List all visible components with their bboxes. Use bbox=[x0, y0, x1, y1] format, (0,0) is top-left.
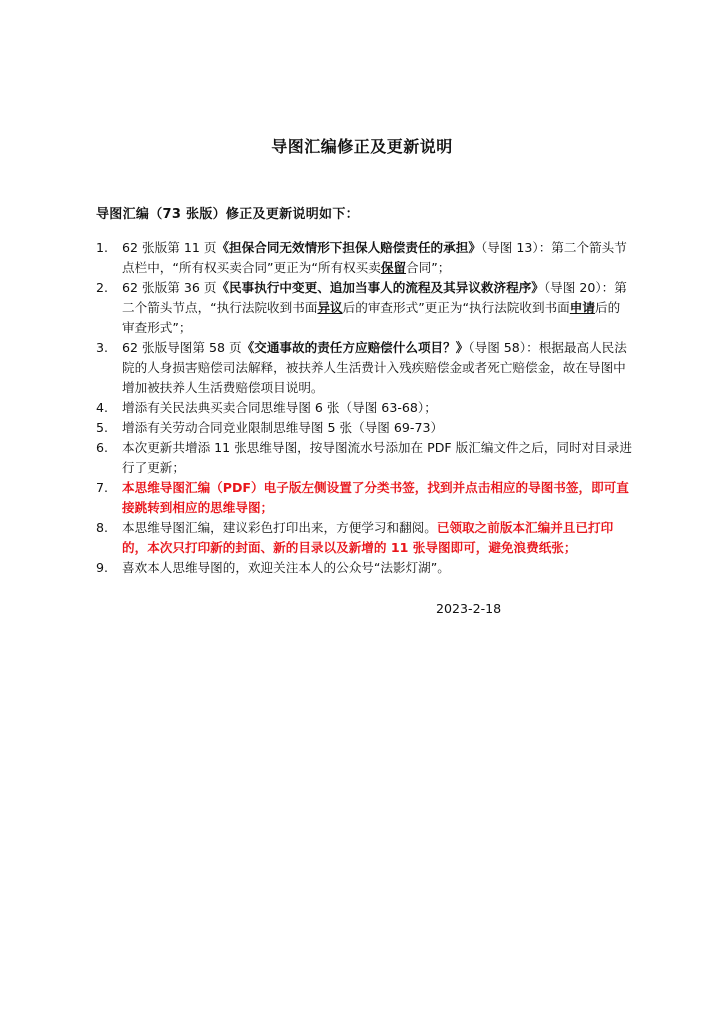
intro-heading: 导图汇编（73 张版）修正及更新说明如下： bbox=[96, 207, 359, 222]
list-item-number: 3. bbox=[96, 340, 109, 355]
list-item-text: 合同”； bbox=[406, 260, 451, 275]
list-item-text: 62 张版导图第 58 页 bbox=[122, 340, 242, 355]
list-item-number: 8. bbox=[96, 520, 109, 535]
list-item-text: 增添有关民法典买卖合同思维导图 6 张（导图 63-68）； bbox=[122, 400, 437, 415]
list-item-number: 1. bbox=[96, 240, 109, 255]
list-item-text: 本次更新共增添 11 张思维导图，按导图流水号添加在 PDF 版汇编文件之后，同时对目录进行了更新； bbox=[122, 440, 632, 475]
list-item bbox=[96, 398, 632, 418]
list-item bbox=[96, 278, 632, 338]
list-item-text: 《交通事故的责任方应赔偿什么项目？》 bbox=[241, 340, 469, 355]
list-item-number: 7. bbox=[96, 480, 109, 495]
list-item-number: 4. bbox=[96, 400, 109, 415]
list-item-text: 申请 bbox=[569, 300, 595, 315]
list-item bbox=[96, 558, 632, 578]
list-item bbox=[96, 518, 632, 558]
list-item bbox=[96, 438, 632, 478]
list-item-text: 异议 bbox=[317, 300, 343, 315]
list-item-text: （导图 58）：根据最高人民法院的人身损害赔偿司法解释，被扶养人生活费计入残疾赔偿金或者死亡赔偿金，故在导图中增加被扶养人生活费赔偿项目说明。 bbox=[122, 340, 627, 395]
update-list bbox=[96, 238, 632, 578]
list-item-text: 喜欢本人思维导图的，欢迎关注本人的公众号“法影灯湖”。 bbox=[122, 560, 450, 575]
list-item-text: 已领取之前版本汇编并且已打印的，本次只打印新的封面、新的目录以及新增的 11 张导图即可，避免浪费纸张； bbox=[122, 520, 614, 555]
page-title: 导图汇编修正及更新说明 bbox=[271, 137, 453, 156]
list-item-text: 后的审查形式”更正为“执行法院收到书面 bbox=[342, 300, 570, 315]
list-item-text: 《民事执行中变更、追加当事人的流程及其异议救济程序》 bbox=[216, 280, 544, 295]
list-item-text: （导图 13）：第二个箭头节点栏中，“所有权买卖合同”更正为“所有权买卖 bbox=[122, 240, 627, 275]
list-item bbox=[96, 238, 632, 278]
list-item-number: 5. bbox=[96, 420, 109, 435]
list-item-number: 6. bbox=[96, 440, 109, 455]
document-date: 2023-2-18 bbox=[436, 601, 502, 616]
list-item-text: 62 张版第 36 页 bbox=[122, 280, 217, 295]
list-item-text: 增添有关劳动合同竞业限制思维导图 5 张（导图 69-73） bbox=[122, 420, 444, 435]
list-item bbox=[96, 478, 632, 518]
list-item bbox=[96, 418, 632, 438]
list-item-text: （导图 20）：第二个箭头节点，“执行法院收到书面 bbox=[122, 280, 627, 315]
list-item-text: 《担保合同无效情形下担保人赔偿责任的承担》 bbox=[216, 240, 481, 255]
list-item-text: 保留 bbox=[380, 260, 407, 275]
list-item-number: 9. bbox=[96, 560, 109, 575]
list-item bbox=[96, 338, 632, 398]
list-item-number: 2. bbox=[96, 280, 109, 295]
list-item-text: 本思维导图汇编（PDF）电子版左侧设置了分类书签，找到并点击相应的导图书签，即可直接跳转到相应的思维导图； bbox=[122, 480, 629, 515]
list-item-text: 后的审查形式”； bbox=[122, 300, 621, 335]
list-item-text: 62 张版第 11 页 bbox=[122, 240, 217, 255]
list-item-text: 本思维导图汇编，建议彩色打印出来，方便学习和翻阅。 bbox=[122, 520, 437, 535]
